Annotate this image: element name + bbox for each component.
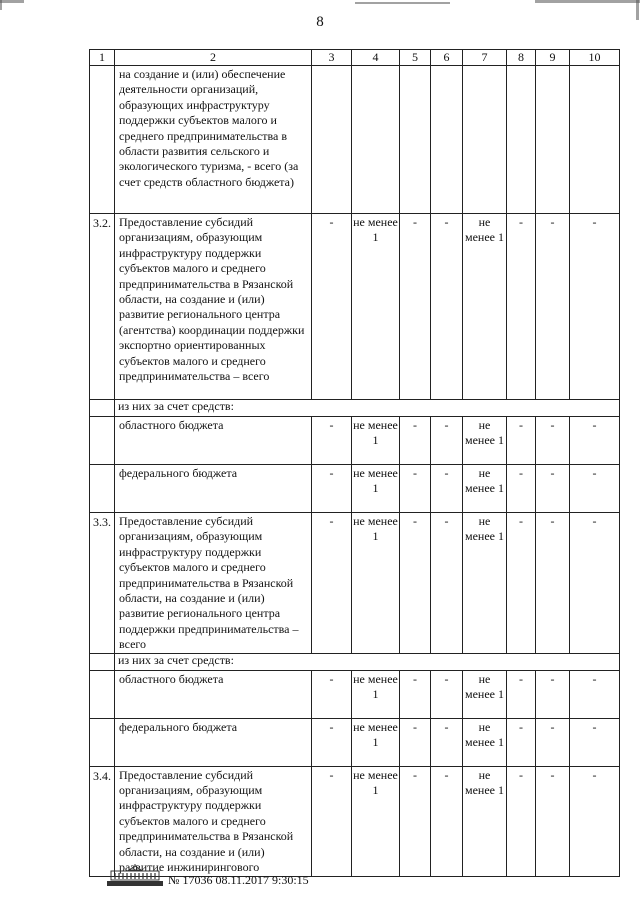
value-cell: - bbox=[312, 766, 352, 876]
value-cell: - bbox=[507, 214, 536, 400]
value-cell: - bbox=[570, 513, 620, 654]
funding-source-row bbox=[90, 400, 620, 417]
row-number bbox=[90, 670, 115, 718]
value-cell: не менее 1 bbox=[352, 766, 400, 876]
funding-source-row bbox=[90, 653, 620, 670]
value-cell: - bbox=[507, 766, 536, 876]
value-cell: - bbox=[312, 214, 352, 400]
row-number: 3.2. bbox=[90, 214, 115, 400]
value-cell: - bbox=[400, 417, 431, 465]
table-row bbox=[90, 214, 620, 400]
row-number bbox=[90, 417, 115, 465]
value-cell: не менее 1 bbox=[352, 718, 400, 766]
header-cell: 5 bbox=[400, 50, 431, 66]
value-cell: - bbox=[570, 417, 620, 465]
row-number: 3.3. bbox=[90, 513, 115, 654]
header-cell: 3 bbox=[312, 50, 352, 66]
value-cell: не менее 1 bbox=[463, 214, 507, 400]
value-cell: - bbox=[400, 718, 431, 766]
value-cell: не менее 1 bbox=[463, 417, 507, 465]
table-row bbox=[90, 513, 620, 654]
row-text: из них за счет средств: bbox=[115, 400, 620, 417]
value-cell bbox=[536, 66, 570, 214]
scan-artifact bbox=[0, 0, 24, 3]
table-row bbox=[90, 718, 620, 766]
value-cell: не менее 1 bbox=[463, 513, 507, 654]
table-row bbox=[90, 766, 620, 876]
row-text: из них за счет средств: bbox=[115, 653, 620, 670]
scan-artifact bbox=[0, 0, 2, 10]
value-cell: - bbox=[507, 513, 536, 654]
row-number: 3.4. bbox=[90, 766, 115, 876]
value-cell: - bbox=[312, 718, 352, 766]
row-number bbox=[90, 400, 115, 417]
row-text: Предоставление субсидий организациям, образующим инфраструктуру поддержки субъектов малого и среднего предпринимательства в Рязанской области, на создание и (или) развитие инжинирингового bbox=[115, 766, 312, 876]
building-stamp-icon bbox=[105, 864, 165, 888]
value-cell bbox=[312, 66, 352, 214]
value-cell: не менее 1 bbox=[463, 718, 507, 766]
value-cell: - bbox=[536, 513, 570, 654]
value-cell: - bbox=[570, 670, 620, 718]
value-cell: - bbox=[431, 513, 463, 654]
value-cell: - bbox=[431, 670, 463, 718]
value-cell: - bbox=[536, 465, 570, 513]
value-cell: - bbox=[536, 718, 570, 766]
scan-artifact bbox=[636, 0, 639, 20]
value-cell: - bbox=[536, 766, 570, 876]
value-cell bbox=[352, 66, 400, 214]
value-cell: - bbox=[536, 670, 570, 718]
value-cell: - bbox=[400, 670, 431, 718]
value-cell bbox=[400, 66, 431, 214]
value-cell: не менее 1 bbox=[463, 465, 507, 513]
row-text: областного бюджета bbox=[115, 670, 312, 718]
row-text: федерального бюджета bbox=[115, 465, 312, 513]
value-cell: - bbox=[400, 513, 431, 654]
value-cell: - bbox=[507, 670, 536, 718]
header-cell: 4 bbox=[352, 50, 400, 66]
value-cell: - bbox=[312, 513, 352, 654]
row-number bbox=[90, 66, 115, 214]
value-cell: - bbox=[507, 417, 536, 465]
value-cell: - bbox=[570, 465, 620, 513]
value-cell: - bbox=[312, 417, 352, 465]
value-cell: не менее 1 bbox=[463, 766, 507, 876]
value-cell: - bbox=[312, 465, 352, 513]
header-cell: 6 bbox=[431, 50, 463, 66]
table-row bbox=[90, 465, 620, 513]
row-number bbox=[90, 718, 115, 766]
header-cell: 8 bbox=[507, 50, 536, 66]
scan-artifact bbox=[535, 0, 640, 3]
value-cell bbox=[463, 66, 507, 214]
programme-table bbox=[89, 49, 620, 877]
value-cell: - bbox=[431, 465, 463, 513]
row-text: на создание и (или) обеспечение деятельности организаций, образующих инфраструктуру поддержки субъектов малого и среднего предпринимательства в области развития сельского и экологического туризма, - всего (за счет средств областного бюджета) bbox=[115, 66, 312, 214]
page-number: 8 bbox=[316, 14, 324, 30]
header-cell: 2 bbox=[115, 50, 312, 66]
value-cell: - bbox=[536, 214, 570, 400]
value-cell: не менее 1 bbox=[352, 465, 400, 513]
value-cell: - bbox=[400, 766, 431, 876]
value-cell: - bbox=[570, 718, 620, 766]
value-cell bbox=[431, 66, 463, 214]
value-cell: - bbox=[312, 670, 352, 718]
value-cell: - bbox=[507, 718, 536, 766]
row-text: Предоставление субсидий организациям, образующим инфраструктуру поддержки субъектов малого и среднего предпринимательства в Рязанской области, на создание и (или) развитие регионального центра (агентства) координации поддержки экспортно ориентированных субъектов малого и среднего предпринимательства – всего bbox=[115, 214, 312, 400]
header-cell: 7 bbox=[463, 50, 507, 66]
value-cell: - bbox=[570, 766, 620, 876]
value-cell bbox=[507, 66, 536, 214]
table-row bbox=[90, 417, 620, 465]
value-cell: - bbox=[431, 718, 463, 766]
header-row bbox=[90, 50, 620, 66]
value-cell: - bbox=[507, 465, 536, 513]
value-cell: - bbox=[431, 214, 463, 400]
row-text: Предоставление субсидий организациям, образующим инфраструктуру поддержки субъектов малого и среднего предпринимательства в Рязанской области, на создание и (или) развитие регионального центра поддержки предпринимательства – всего bbox=[115, 513, 312, 654]
value-cell: не менее 1 bbox=[352, 214, 400, 400]
value-cell: не менее 1 bbox=[352, 513, 400, 654]
registration-number: № 17036 08.11.2017 9:30:15 bbox=[168, 873, 309, 887]
table-row bbox=[90, 670, 620, 718]
header-cell: 10 bbox=[570, 50, 620, 66]
value-cell: не менее 1 bbox=[463, 670, 507, 718]
header-cell: 1 bbox=[90, 50, 115, 66]
value-cell: - bbox=[400, 465, 431, 513]
scan-artifact bbox=[355, 2, 450, 4]
row-number bbox=[90, 653, 115, 670]
value-cell: не менее 1 bbox=[352, 417, 400, 465]
value-cell: - bbox=[570, 214, 620, 400]
value-cell bbox=[570, 66, 620, 214]
row-number bbox=[90, 465, 115, 513]
table-row bbox=[90, 66, 620, 214]
value-cell: - bbox=[431, 417, 463, 465]
value-cell: - bbox=[431, 766, 463, 876]
value-cell: не менее 1 bbox=[352, 670, 400, 718]
row-text: областного бюджета bbox=[115, 417, 312, 465]
header-cell: 9 bbox=[536, 50, 570, 66]
value-cell: - bbox=[536, 417, 570, 465]
row-text: федерального бюджета bbox=[115, 718, 312, 766]
value-cell: - bbox=[400, 214, 431, 400]
